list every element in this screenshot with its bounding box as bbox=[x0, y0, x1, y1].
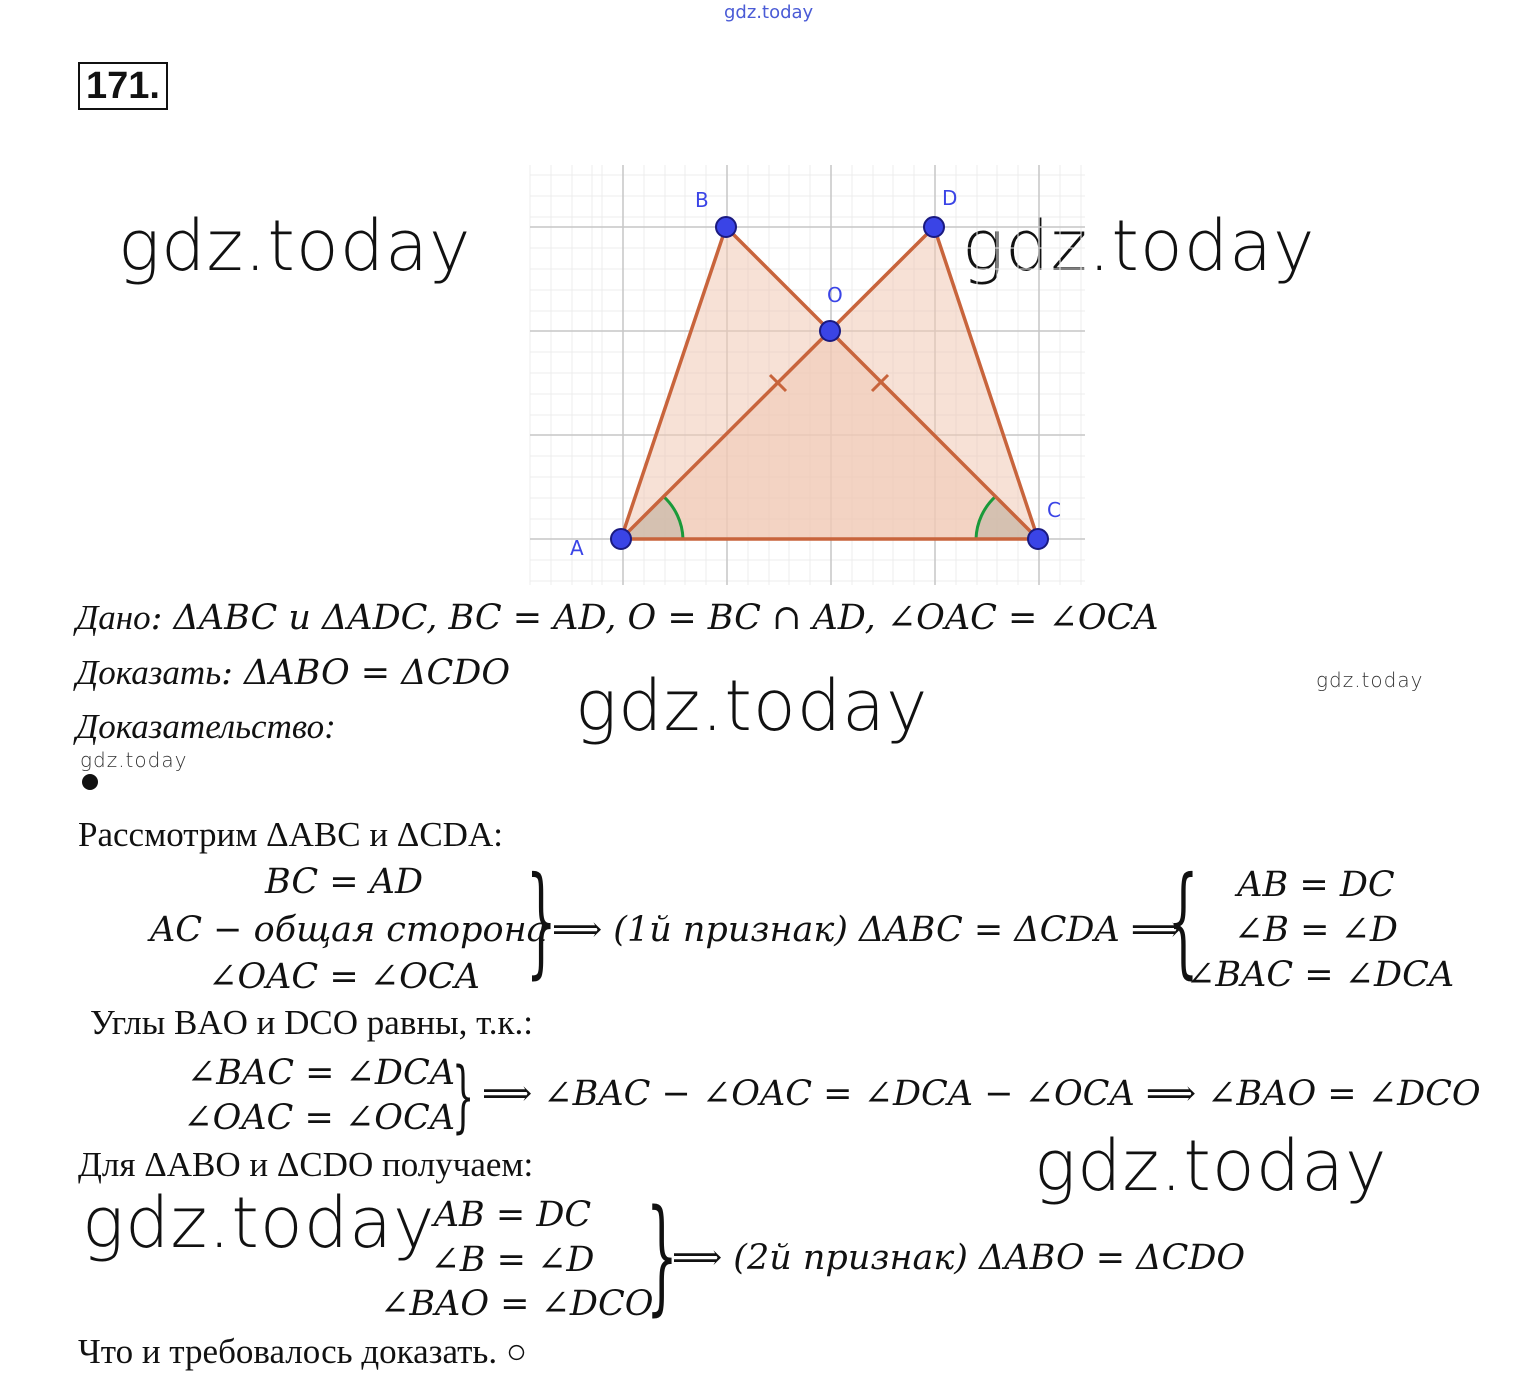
watermark: gdz.today bbox=[118, 205, 472, 287]
step1-left-1: BC = AD bbox=[264, 862, 424, 902]
step1-middle: ⟹ (1й признак) ΔABC = ΔCDA ⟹ bbox=[552, 910, 1182, 950]
step2-left-1: ∠BAC = ∠DCA bbox=[186, 1053, 455, 1093]
given-label: Дано bbox=[76, 598, 151, 637]
point-b bbox=[716, 217, 736, 237]
label-a: A bbox=[570, 536, 584, 560]
point-d bbox=[924, 217, 944, 237]
prove-text: : ΔABO = ΔCDO bbox=[221, 653, 511, 693]
label-o: O bbox=[827, 283, 843, 307]
step3-left-3: ∠BAO = ∠DCO bbox=[380, 1284, 654, 1324]
prove-line bbox=[76, 653, 510, 693]
problem-number: 171. bbox=[78, 62, 168, 110]
given-text: : ΔABC и ΔADC, BC = AD, O = BC ∩ AD, ∠OAC = ∠OCA bbox=[150, 598, 1159, 638]
step3-left-2: ∠B = ∠D bbox=[430, 1240, 595, 1280]
step1-right-2: ∠B = ∠D bbox=[1233, 910, 1398, 950]
step2-intro: Углы BAO и DCO равны, т.к.: bbox=[90, 1003, 533, 1042]
given-line bbox=[76, 598, 1159, 638]
proof-label: Доказательство: bbox=[76, 707, 336, 746]
watermark: gdz.today bbox=[82, 1182, 436, 1264]
point-c bbox=[1028, 529, 1048, 549]
label-b: B bbox=[695, 188, 709, 212]
brace-right-3: } bbox=[646, 1183, 678, 1328]
step2-left-2: ∠OAC = ∠OCA bbox=[183, 1098, 455, 1138]
step3-left-1: AB = DC bbox=[433, 1195, 592, 1235]
point-o bbox=[820, 321, 840, 341]
watermark: gdz.today bbox=[1034, 1125, 1388, 1207]
brace-left-1: { bbox=[1168, 852, 1199, 991]
step2-result: ⟹ ∠BAC − ∠OAC = ∠DCA − ∠OCA ⟹ ∠BAO = ∠DCO bbox=[482, 1074, 1481, 1114]
top-watermark: gdz.today bbox=[724, 2, 814, 23]
step1-right-1: AB = DC bbox=[1237, 865, 1395, 905]
label-c: C bbox=[1047, 498, 1061, 522]
step1-intro: Рассмотрим ΔABC и ΔCDA: bbox=[78, 815, 503, 854]
point-a bbox=[611, 529, 631, 549]
step1-right-3: ∠BAC = ∠DCA bbox=[1186, 955, 1455, 995]
prove-label: Доказать bbox=[76, 653, 222, 692]
watermark: gdz.today bbox=[80, 748, 188, 772]
watermark: gdz.today bbox=[962, 205, 1316, 287]
watermark: gdz.today bbox=[1316, 668, 1424, 692]
watermark: gdz.today bbox=[575, 665, 929, 747]
label-d: D bbox=[942, 186, 958, 210]
triangle-figure bbox=[520, 165, 1090, 590]
step1-left-2: AC − общая сторона bbox=[150, 910, 548, 950]
brace-right-2: } bbox=[452, 1052, 475, 1142]
brace-right-1: } bbox=[526, 852, 557, 991]
conclusion: Что и требовалось доказать. ○ bbox=[78, 1332, 528, 1371]
step1-left-3: ∠OAC = ∠OCA bbox=[208, 957, 480, 997]
bullet-icon bbox=[82, 774, 98, 790]
step3-result: ⟹ (2й признак) ΔABO = ΔCDO bbox=[672, 1238, 1246, 1278]
step3-intro: Для ΔABO и ΔCDO получаем: bbox=[78, 1145, 534, 1184]
